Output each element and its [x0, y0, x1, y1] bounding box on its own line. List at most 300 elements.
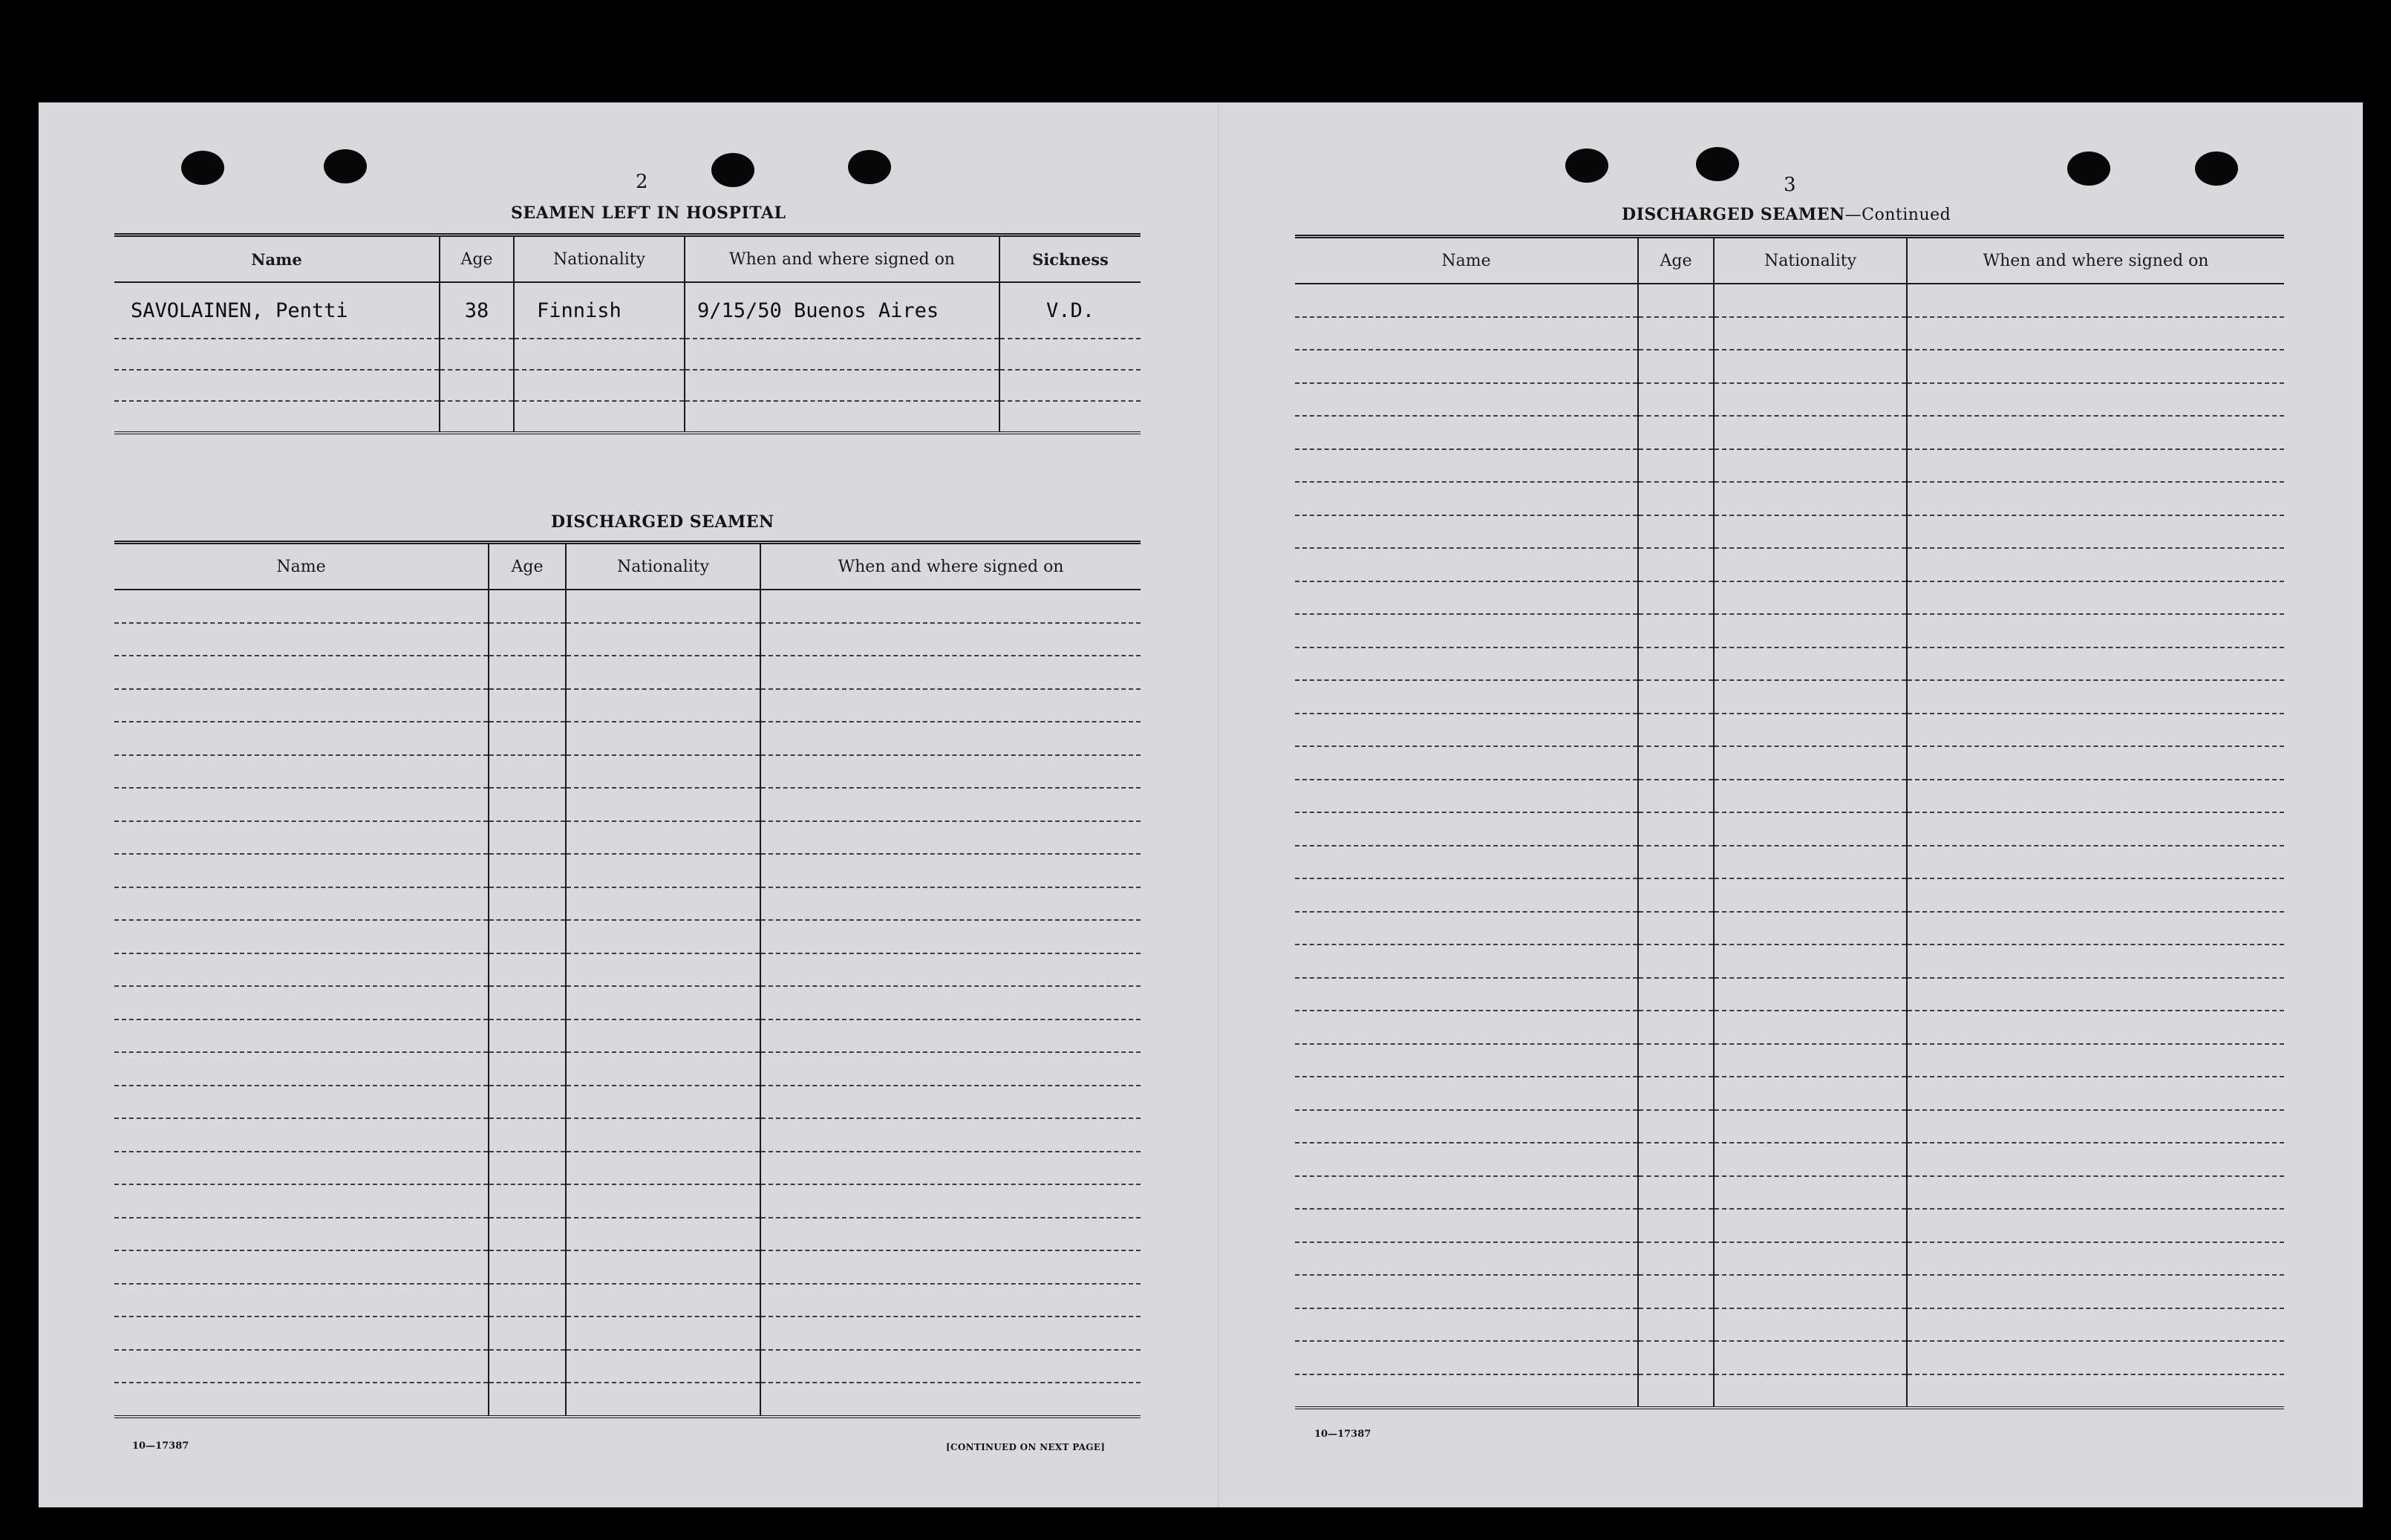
table-cell [114, 854, 489, 887]
table-cell [1907, 581, 2284, 615]
table-cell [114, 1052, 489, 1086]
table-cell [1714, 284, 1907, 317]
table-row [114, 788, 1141, 821]
column-header-signed-on: When and where signed on [1907, 237, 2284, 284]
discharged-section-title: DISCHARGED SEAMEN [551, 512, 774, 532]
table-cell [1714, 317, 1907, 350]
table-cell [1638, 1341, 1714, 1374]
table-row [114, 887, 1141, 921]
table-cell [760, 986, 1141, 1019]
table-cell [1907, 449, 2284, 483]
punch-hole [324, 149, 367, 183]
table-cell [1638, 1242, 1714, 1276]
table-row [114, 1218, 1141, 1251]
table-cell [1638, 383, 1714, 417]
table-cell [1714, 1176, 1907, 1210]
table-cell [1638, 1044, 1714, 1077]
table-cell [514, 401, 685, 433]
table-cell [1638, 912, 1714, 945]
table-cell [1295, 1011, 1638, 1044]
table-cell [566, 590, 760, 623]
table-cell [1907, 1308, 2284, 1342]
table-row [1295, 1209, 2284, 1242]
table-row [114, 755, 1141, 789]
table-cell [489, 1052, 566, 1086]
table-cell [1295, 647, 1638, 681]
table-cell [1907, 746, 2284, 780]
table-cell [1638, 482, 1714, 515]
table-cell [685, 401, 999, 433]
table-row [1295, 515, 2284, 549]
table-cell [489, 1184, 566, 1218]
table-cell [1714, 350, 1907, 383]
table-row [1295, 846, 2284, 879]
table-cell [1295, 1143, 1638, 1176]
table-cell [1714, 416, 1907, 449]
table-cell [114, 1118, 489, 1152]
table-row [114, 1284, 1141, 1317]
table-cell [1714, 944, 1907, 978]
table-cell [1714, 680, 1907, 714]
table-cell [489, 623, 566, 656]
discharged-table [114, 541, 1141, 1418]
table-cell [1714, 1077, 1907, 1110]
table-cell [1295, 714, 1638, 747]
table-cell [1295, 912, 1638, 945]
table-cell [114, 887, 489, 921]
table-cell [1907, 912, 2284, 945]
table-cell [489, 1350, 566, 1383]
table-cell [1714, 746, 1907, 780]
column-header-age: Age [489, 543, 566, 590]
table-cell [1295, 878, 1638, 912]
right-form-number: 10—17387 [1314, 1429, 1371, 1440]
table-cell [1295, 780, 1638, 813]
table-cell [760, 1316, 1141, 1350]
table-cell [760, 1383, 1141, 1417]
table-row [1295, 581, 2284, 615]
table-cell [489, 1218, 566, 1251]
table-cell [1907, 1044, 2284, 1077]
table-cell [1295, 1110, 1638, 1143]
table-cell [566, 656, 760, 689]
table-cell [114, 370, 440, 401]
table-cell [1714, 581, 1907, 615]
table-row [114, 1152, 1141, 1185]
table-cell [1907, 1341, 2284, 1374]
seaman-age: 38 [440, 282, 514, 339]
table-row [1295, 284, 2284, 317]
table-cell [489, 1019, 566, 1053]
table-row [1295, 317, 2284, 350]
table-cell [566, 1052, 760, 1086]
right-section-title-suffix: —Continued [1844, 206, 1951, 224]
table-cell [1295, 383, 1638, 417]
table-cell [760, 1052, 1141, 1086]
table-cell [1714, 548, 1907, 581]
table-cell [489, 920, 566, 953]
table-cell [114, 1019, 489, 1053]
table-cell [566, 1184, 760, 1218]
table-row [114, 920, 1141, 953]
table-cell [566, 623, 760, 656]
column-header-age: Age [1638, 237, 1714, 284]
table-cell [489, 1383, 566, 1417]
table-row [114, 590, 1141, 623]
table-cell [1714, 1044, 1907, 1077]
table-cell [1714, 846, 1907, 879]
table-cell [114, 1350, 489, 1383]
column-header-nationality: Nationality [1714, 237, 1907, 284]
table-cell [489, 854, 566, 887]
table-row [1295, 780, 2284, 813]
table-cell [440, 370, 514, 401]
table-cell [489, 1316, 566, 1350]
table-cell [1714, 614, 1907, 647]
table-cell [566, 1152, 760, 1185]
table-cell [1638, 846, 1714, 879]
table-cell [1295, 846, 1638, 879]
table-cell [1638, 614, 1714, 647]
table-row [114, 722, 1141, 755]
table-cell [760, 821, 1141, 855]
table-cell [760, 1218, 1141, 1251]
table-cell [1907, 780, 2284, 813]
table-cell [114, 623, 489, 656]
table-cell [760, 1250, 1141, 1284]
table-cell [489, 887, 566, 921]
table-cell [566, 821, 760, 855]
table-row [1295, 1374, 2284, 1409]
table-cell [566, 1316, 760, 1350]
table-row [114, 1250, 1141, 1284]
table-cell [760, 788, 1141, 821]
table-row [114, 1316, 1141, 1350]
table-cell [760, 689, 1141, 722]
table-cell [685, 339, 999, 370]
table-cell [566, 755, 760, 789]
table-cell [489, 986, 566, 1019]
table-cell [760, 623, 1141, 656]
table-row [1295, 1110, 2284, 1143]
table-cell [1295, 680, 1638, 714]
table-cell [566, 1350, 760, 1383]
table-cell [1907, 548, 2284, 581]
table-cell [114, 590, 489, 623]
table-header-row [1295, 237, 2284, 284]
table-cell [1907, 482, 2284, 515]
table-cell [1638, 317, 1714, 350]
table-cell [1714, 912, 1907, 945]
table-cell [114, 1086, 489, 1119]
table-cell [1295, 317, 1638, 350]
table-cell [114, 1184, 489, 1218]
table-cell [489, 689, 566, 722]
table-cell [114, 953, 489, 987]
table-cell [489, 722, 566, 755]
left-form-number: 10—17387 [132, 1441, 189, 1452]
table-cell [1295, 1374, 1638, 1409]
table-row [1295, 416, 2284, 449]
table-cell [760, 953, 1141, 987]
table-cell [1638, 812, 1714, 846]
table-cell [114, 1316, 489, 1350]
table-row [1295, 350, 2284, 383]
table-cell [760, 1284, 1141, 1317]
table-cell [760, 920, 1141, 953]
table-cell [566, 1086, 760, 1119]
table-row [1295, 647, 2284, 681]
table-row [1295, 812, 2284, 846]
table-row [114, 1350, 1141, 1383]
table-row [114, 623, 1141, 656]
table-cell [489, 656, 566, 689]
table-row [114, 953, 1141, 987]
table-cell [566, 1250, 760, 1284]
punch-hole [2195, 151, 2238, 186]
punch-hole [181, 151, 224, 185]
table-cell [1714, 1110, 1907, 1143]
table-cell [566, 920, 760, 953]
table-row [114, 1383, 1141, 1417]
table-cell [760, 854, 1141, 887]
table-cell [1638, 1077, 1714, 1110]
punch-hole [2067, 151, 2110, 186]
table-cell [114, 1250, 489, 1284]
table-cell [1638, 680, 1714, 714]
table-row [1295, 1176, 2284, 1210]
right-section-title-main: DISCHARGED SEAMEN [1622, 205, 1845, 224]
table-cell [1714, 1242, 1907, 1276]
table-cell [1714, 1209, 1907, 1242]
table-cell [760, 1350, 1141, 1383]
table-cell [566, 887, 760, 921]
table-cell [760, 1086, 1141, 1119]
table-cell [999, 401, 1141, 433]
table-cell [1638, 284, 1714, 317]
table-row [1295, 912, 2284, 945]
table-cell [1295, 515, 1638, 549]
table-cell [1638, 1275, 1714, 1308]
table-cell [999, 370, 1141, 401]
table-cell [1638, 944, 1714, 978]
table-cell [1638, 1308, 1714, 1342]
table-cell [1295, 284, 1638, 317]
table-cell [114, 689, 489, 722]
table-cell [760, 1019, 1141, 1053]
table-cell [489, 788, 566, 821]
table-cell [1295, 614, 1638, 647]
table-row [1295, 978, 2284, 1011]
table-row [1295, 449, 2284, 483]
table-cell [1907, 1011, 2284, 1044]
punch-hole [711, 153, 754, 187]
left-page-number: 2 [636, 171, 648, 193]
table-cell [1907, 878, 2284, 912]
table-cell [1638, 1374, 1714, 1409]
seaman-signed-on: 9/15/50 Buenos Aires [685, 282, 999, 339]
table-header-row [114, 235, 1141, 283]
table-cell [760, 1118, 1141, 1152]
table-cell [489, 590, 566, 623]
table-cell [114, 821, 489, 855]
table-cell [114, 986, 489, 1019]
table-cell [514, 370, 685, 401]
table-cell [1714, 647, 1907, 681]
table-cell [566, 986, 760, 1019]
table-cell [1907, 317, 2284, 350]
table-row [114, 986, 1141, 1019]
table-row [114, 282, 1141, 339]
table-cell [114, 722, 489, 755]
table-row [114, 854, 1141, 887]
table-cell [1295, 978, 1638, 1011]
punch-hole [848, 150, 891, 184]
column-header-signed-on: When and where signed on [685, 235, 999, 283]
table-cell [1295, 449, 1638, 483]
table-cell [1638, 416, 1714, 449]
table-row [114, 370, 1141, 401]
table-cell [566, 788, 760, 821]
continued-note: [CONTINUED ON NEXT PAGE] [946, 1442, 1106, 1452]
table-cell [1295, 1209, 1638, 1242]
table-cell [1638, 714, 1714, 747]
table-cell [1907, 714, 2284, 747]
column-header-name: Name [114, 235, 440, 283]
table-cell [566, 1118, 760, 1152]
table-row [1295, 614, 2284, 647]
table-cell [1907, 614, 2284, 647]
table-cell [1638, 1110, 1714, 1143]
table-cell [1714, 482, 1907, 515]
table-cell [1907, 812, 2284, 846]
table-cell [1295, 350, 1638, 383]
table-cell [1714, 978, 1907, 1011]
table-cell [489, 1152, 566, 1185]
table-cell [1907, 1209, 2284, 1242]
table-row [1295, 1044, 2284, 1077]
table-cell [1714, 1275, 1907, 1308]
column-header-sickness: Sickness [999, 235, 1141, 283]
table-cell [685, 370, 999, 401]
table-cell [1907, 978, 2284, 1011]
table-row [1295, 1341, 2284, 1374]
seaman-sickness: V.D. [999, 282, 1141, 339]
table-cell [1714, 878, 1907, 912]
table-cell [1714, 449, 1907, 483]
hospital-table [114, 233, 1141, 434]
table-cell [1714, 812, 1907, 846]
table-cell [489, 1284, 566, 1317]
table-cell [1638, 780, 1714, 813]
discharged-continued-table [1295, 235, 2284, 1409]
table-cell [489, 1250, 566, 1284]
table-row [114, 821, 1141, 855]
table-cell [1638, 350, 1714, 383]
column-header-nationality: Nationality [566, 543, 760, 590]
table-row [1295, 548, 2284, 581]
table-cell [1714, 383, 1907, 417]
table-cell [1907, 944, 2284, 978]
table-cell [1638, 647, 1714, 681]
table-cell [114, 1383, 489, 1417]
table-cell [1907, 416, 2284, 449]
table-cell [1714, 1308, 1907, 1342]
hospital-section-title: SEAMEN LEFT IN HOSPITAL [511, 203, 786, 223]
table-cell [1907, 1176, 2284, 1210]
table-cell [1907, 383, 2284, 417]
seaman-nationality: Finnish [514, 282, 685, 339]
table-cell [1295, 581, 1638, 615]
seaman-name: SAVOLAINEN, Pentti [114, 282, 440, 339]
table-cell [760, 1184, 1141, 1218]
table-row [1295, 1308, 2284, 1342]
table-cell [566, 953, 760, 987]
table-cell [760, 755, 1141, 789]
table-cell [1638, 746, 1714, 780]
table-cell [1907, 1143, 2284, 1176]
table-cell [566, 1218, 760, 1251]
column-header-name: Name [1295, 237, 1638, 284]
table-cell [1295, 548, 1638, 581]
table-cell [1638, 878, 1714, 912]
punch-hole [1565, 149, 1608, 183]
table-cell [114, 401, 440, 433]
table-cell [1295, 1242, 1638, 1276]
table-cell [114, 339, 440, 370]
right-section-title [1622, 205, 1951, 224]
table-cell [114, 656, 489, 689]
table-cell [1295, 812, 1638, 846]
column-header-nationality: Nationality [514, 235, 685, 283]
table-row [114, 689, 1141, 722]
table-cell [1907, 647, 2284, 681]
table-cell [1714, 714, 1907, 747]
table-cell [1638, 515, 1714, 549]
right-page-number: 3 [1784, 174, 1796, 196]
table-row [1295, 1275, 2284, 1308]
table-cell [566, 854, 760, 887]
table-cell [566, 689, 760, 722]
table-cell [114, 1284, 489, 1317]
table-cell [489, 1086, 566, 1119]
table-cell [440, 401, 514, 433]
table-cell [489, 953, 566, 987]
table-row [1295, 1011, 2284, 1044]
table-cell [1638, 1209, 1714, 1242]
table-cell [1907, 350, 2284, 383]
table-row [1295, 944, 2284, 978]
table-cell [760, 1152, 1141, 1185]
table-cell [760, 656, 1141, 689]
table-cell [1907, 284, 2284, 317]
table-cell [1638, 978, 1714, 1011]
table-cell [1295, 482, 1638, 515]
table-cell [1295, 1341, 1638, 1374]
table-cell [999, 339, 1141, 370]
table-cell [760, 590, 1141, 623]
table-cell [114, 755, 489, 789]
table-row [1295, 746, 2284, 780]
table-cell [489, 1118, 566, 1152]
table-header-row [114, 543, 1141, 590]
table-row [114, 1052, 1141, 1086]
table-cell [1295, 1275, 1638, 1308]
table-row [1295, 383, 2284, 417]
table-cell [1295, 1308, 1638, 1342]
table-cell [1295, 944, 1638, 978]
table-cell [1714, 1143, 1907, 1176]
